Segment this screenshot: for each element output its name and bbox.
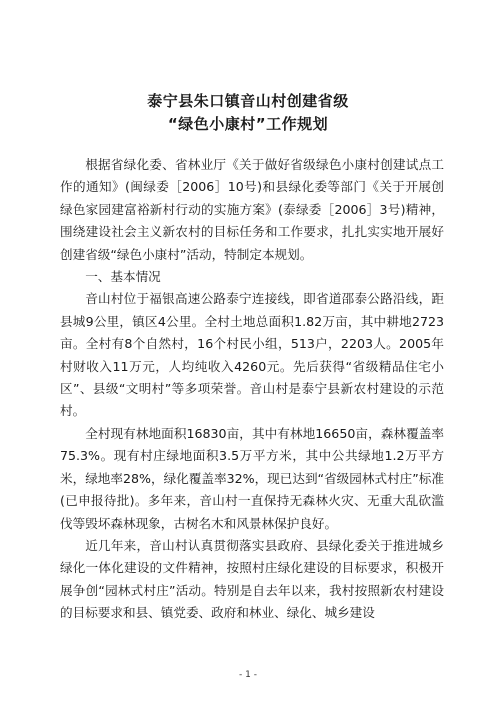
- paragraph-village-overview: 音山村位于福银高速公路泰宁连接线，即省道邵泰公路沿线，距县城9公里，镇区4公里。全村土地总面积1.82万亩，其中耕地2723亩。全村有8个自然村，16个村民小组，513户，2203人。2005年村财收入11万元，人均纯收入4260元。先后获得“省级精品住宅小区”、县级“文明村”等多项荣誉。音山村是泰宁县新农村建设的示范村。: [60, 291, 444, 419]
- paragraph-recent-work: 近几年来，音山村认真贯彻落实县政府、县绿化委关于推进城乡绿化一体化建设的文件精神，按照村庄绿化建设的目标要求，积极开展争创“园林式村庄”活动。特别是自去年以来，我村按照新农村建设的目标要求和县、镇党委、政府和林业、绿化、城乡建设: [60, 537, 444, 621]
- paragraph-forest-status: 全村现有林地面积16830亩，其中有林地16650亩，森林覆盖率75.3%。现有村庄绿地面积3.5万平方米，其中公共绿地1.2万平方米，绿地率28%，绿化覆盖率32%，现已达到“省级园林式村庄”标准(已申报待批)。多年来，音山村一直保持无森林火灾、无重大乱砍滥伐等毁坏森林现象，古树名木和风景林保护良好。: [60, 425, 444, 531]
- page-number: - 1 -: [239, 670, 257, 680]
- document-title-line-1: 泰宁县朱口镇音山村创建省级: [147, 92, 349, 110]
- section-heading-basic-info: 一、基本情况: [85, 269, 161, 285]
- paragraph-intro: 根据省绿化委、省林业厅《关于做好省级绿色小康村创建试点工作的通知》(闽绿委［2006］10号)和县绿化委等部门《关于开展创绿色家园建富裕新村行动的实施方案》(泰绿委［2006］3号)精神，围绕建设社会主义新农村的目标任务和工作要求，扎扎实实地开展好创建省级“绿色小康村”活动，特制定本规划。: [60, 157, 444, 262]
- document-title-line-2: “绿色小康村”工作规划: [167, 115, 329, 133]
- document-body: [60, 154, 444, 625]
